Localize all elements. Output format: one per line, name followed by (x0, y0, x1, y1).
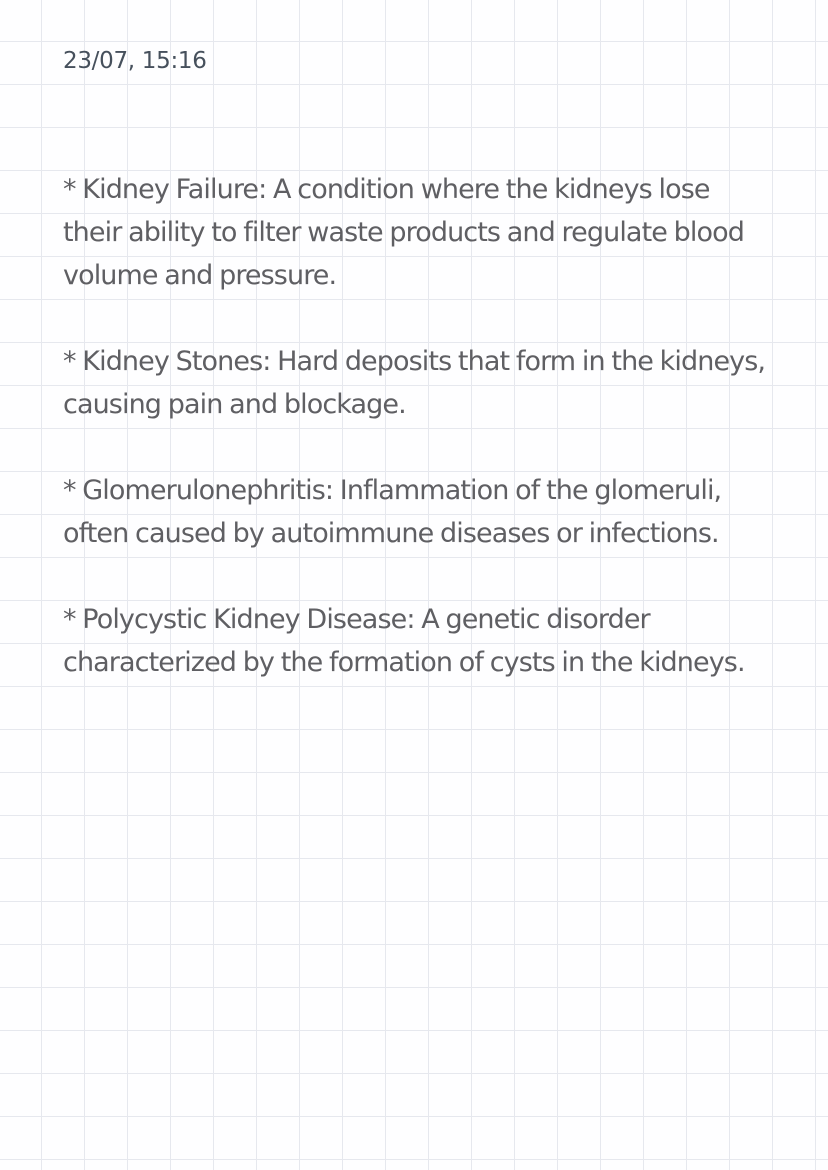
note-entry-polycystic-kidney-disease: * Polycystic Kidney Disease: A genetic disorder characterized by the formation of cysts in the kidneys. (63, 604, 745, 678)
note-body[interactable] (63, 168, 773, 727)
note-entry-glomerulonephritis: * Glomerulonephritis: Inflammation of the glomeruli, often caused by autoimmune diseases or infections. (63, 475, 722, 549)
note-timestamp: 23/07, 15:16 (63, 48, 207, 74)
note-entry-kidney-failure: * Kidney Failure: A condition where the kidneys lose their ability to filter waste products and regulate blood volume and pressure. (63, 174, 744, 291)
note-entry-kidney-stones: * Kidney Stones: Hard deposits that form in the kidneys, causing pain and blockage. (63, 346, 766, 420)
note-page (63, 44, 773, 678)
